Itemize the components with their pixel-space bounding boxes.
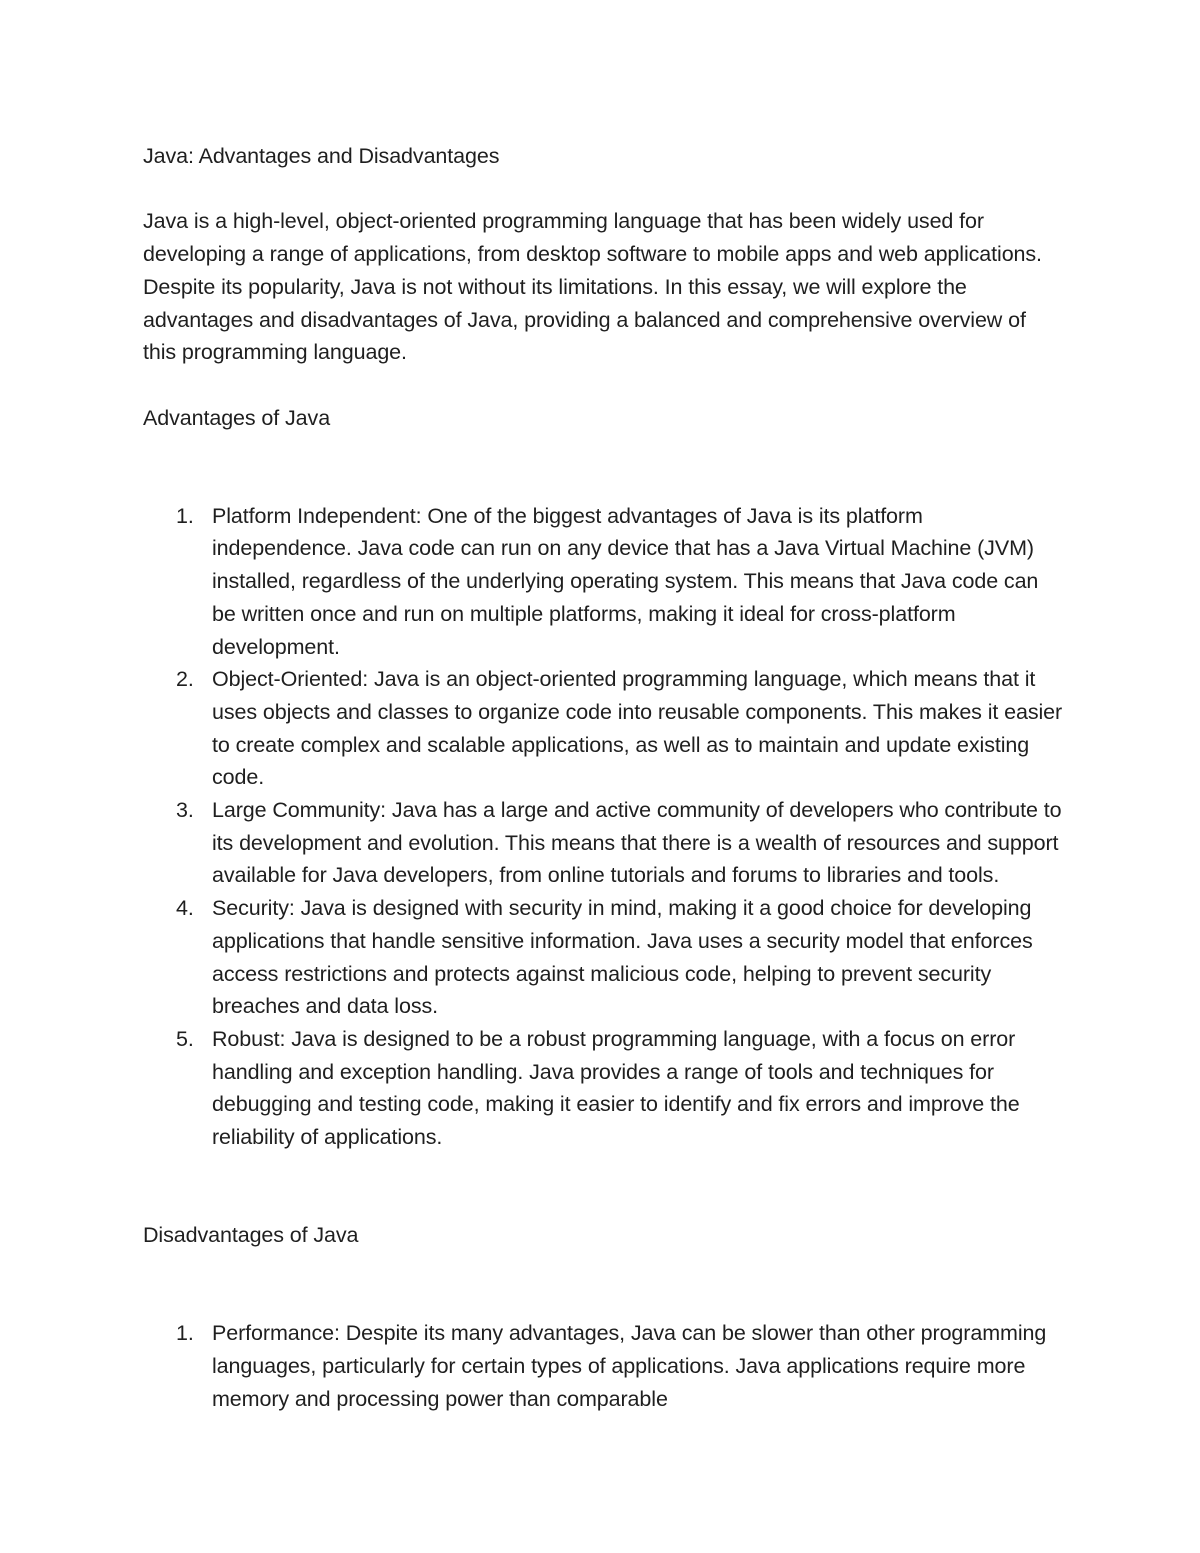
list-item-text: Platform Independent: One of the biggest advantages of Java is its platform independence. Java code can run on any device that has a Java Virtual Machine (JVM) installed, regardless of the underlying operating system. This means that Java code can be written once and run on multiple platforms, making it ideal for cross-platform development. [212,503,1039,659]
disadvantages-heading: Disadvantages of Java [143,1223,359,1248]
document-title: Java: Advantages and Disadvantages [143,144,500,168]
list-number: 2. [176,667,194,692]
list-number: 5. [176,1026,194,1051]
advantage-item [176,663,1063,794]
disadvantage-item [176,1317,1063,1415]
list-number: 3. [176,798,194,823]
intro-paragraph: Java is a high-level, object-oriented programming language that has been widely used for developing a range of applications, from desktop software to mobile apps and web applications. Despite its popularity, Java is not without its limitations. In this essay, we will explore the advantages and disadvantages of Java, providing a balanced and comprehensive overview of this programming language. [143,209,1042,365]
advantage-item [176,1023,1063,1154]
list-item-text: Large Community: Java has a large and active community of developers who contribute to its development and evolution. This means that there is a wealth of resources and support available for Java developers, from online tutorials and forums to libraries and tools. [212,798,1062,888]
list-number: 1. [176,1321,194,1346]
advantage-item [176,500,1063,664]
list-item-text: Performance: Despite its many advantages, Java can be slower than other programming languages, particularly for certain types of applications. Java applications require more memory and processing power than comparable [212,1321,1047,1411]
section-spacer [143,1154,1063,1187]
document-content [143,140,1063,1415]
advantage-item [176,892,1063,1023]
advantages-list [143,500,1063,1154]
advantages-heading: Advantages of Java [143,405,331,430]
list-item-text: Security: Java is designed with security in mind, making it a good choice for developing applications that handle sensitive information. Java uses a security model that enforces access restrictions and protects against malicious code, helping to prevent security breaches and data loss. [212,896,1033,1019]
advantage-item [176,794,1063,892]
list-number: 1. [176,503,194,528]
list-item-text: Object-Oriented: Java is an object-oriented programming language, which means that it uses objects and classes to organize code into reusable components. This makes it easier to create complex and scalable applications, as well as to maintain and update existing code. [212,667,1063,790]
list-item-text: Robust: Java is designed to be a robust programming language, with a focus on error handling and exception handling. Java provides a range of tools and techniques for debugging and testing code, making it easier to identify and fix errors and improve the reliability of applications. [212,1026,1020,1150]
list-number: 4. [176,896,194,921]
disadvantages-list [143,1317,1063,1415]
